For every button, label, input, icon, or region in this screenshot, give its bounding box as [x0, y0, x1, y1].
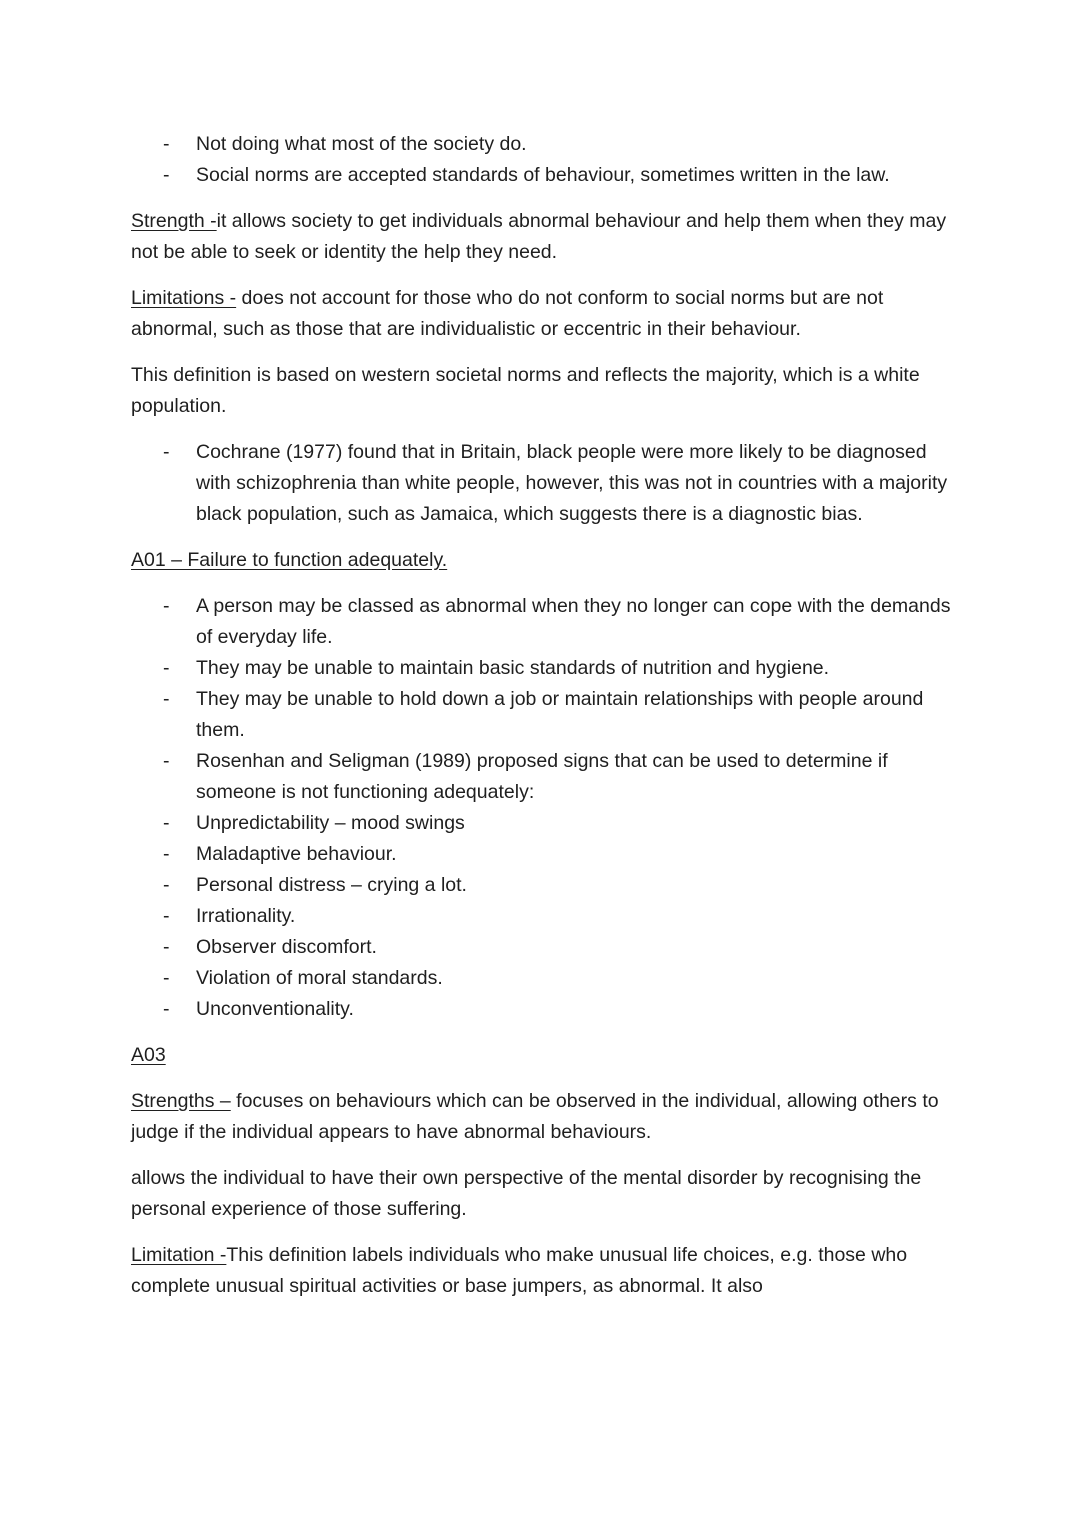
limitation-text: This definition labels individuals who make unusual life choices, e.g. those who complete unusual spiritual activities or base jumpers, as abnormal. It also [131, 1244, 908, 1297]
document-page [131, 129, 961, 1317]
failure-to-function-list [131, 591, 961, 1025]
strength-text: it allows society to get individuals abnormal behaviour and help them when they may not be able to seek or identity the help they need. [131, 210, 947, 263]
allows-paragraph: allows the individual to have their own perspective of the mental disorder by recognising the personal experience of those suffering. [131, 1167, 922, 1220]
list-item: - Irrationality. [196, 901, 961, 932]
list-item: - Violation of moral standards. [196, 963, 961, 994]
strength-label: Strength - [131, 210, 217, 232]
list-item: - Social norms are accepted standards of behaviour, sometimes written in the law. [196, 160, 961, 191]
list-item: - Cochrane (1977) found that in Britain, black people were more likely to be diagnosed with schizophrenia than white people, however, this was not in countries with a majority black population, such as Jamaica, which suggests there is a diagnostic bias. [196, 437, 961, 530]
limitations-paragraph [131, 283, 961, 345]
strengths-paragraph [131, 1086, 961, 1148]
list-item: - Unconventionality. [196, 994, 961, 1025]
limitation-paragraph [131, 1240, 961, 1302]
list-item: - Observer discomfort. [196, 932, 961, 963]
western-norms-paragraph: This definition is based on western societal norms and reflects the majority, which is a white population. [131, 364, 920, 417]
list-item: - A person may be classed as abnormal when they no longer can cope with the demands of everyday life. [196, 591, 961, 653]
list-item: - Unpredictability – mood swings [196, 808, 961, 839]
list-item: - Rosenhan and Seligman (1989) proposed signs that can be used to determine if someone is not functioning adequately: [196, 746, 961, 808]
limitations-text: does not account for those who do not conform to social norms but are not abnormal, such as those that are individualistic or eccentric in their behaviour. [131, 287, 884, 340]
limitation-label: Limitation - [131, 1244, 227, 1266]
heading-a03: A03 [131, 1044, 166, 1066]
strengths-label: Strengths – [131, 1090, 231, 1112]
limitations-label: Limitations - [131, 287, 237, 309]
cochrane-list [131, 437, 961, 530]
list-item: - Not doing what most of the society do. [196, 129, 961, 160]
list-item: - Personal distress – crying a lot. [196, 870, 961, 901]
strengths-text: focuses on behaviours which can be observed in the individual, allowing others to judge if the individual appears to have abnormal behaviours. [131, 1090, 939, 1143]
strength-paragraph [131, 206, 961, 268]
social-norms-list [131, 129, 961, 191]
heading-a01: A01 – Failure to function adequately. [131, 549, 448, 571]
list-item: - Maladaptive behaviour. [196, 839, 961, 870]
list-item: - They may be unable to maintain basic standards of nutrition and hygiene. [196, 653, 961, 684]
list-item: - They may be unable to hold down a job or maintain relationships with people around them. [196, 684, 961, 746]
